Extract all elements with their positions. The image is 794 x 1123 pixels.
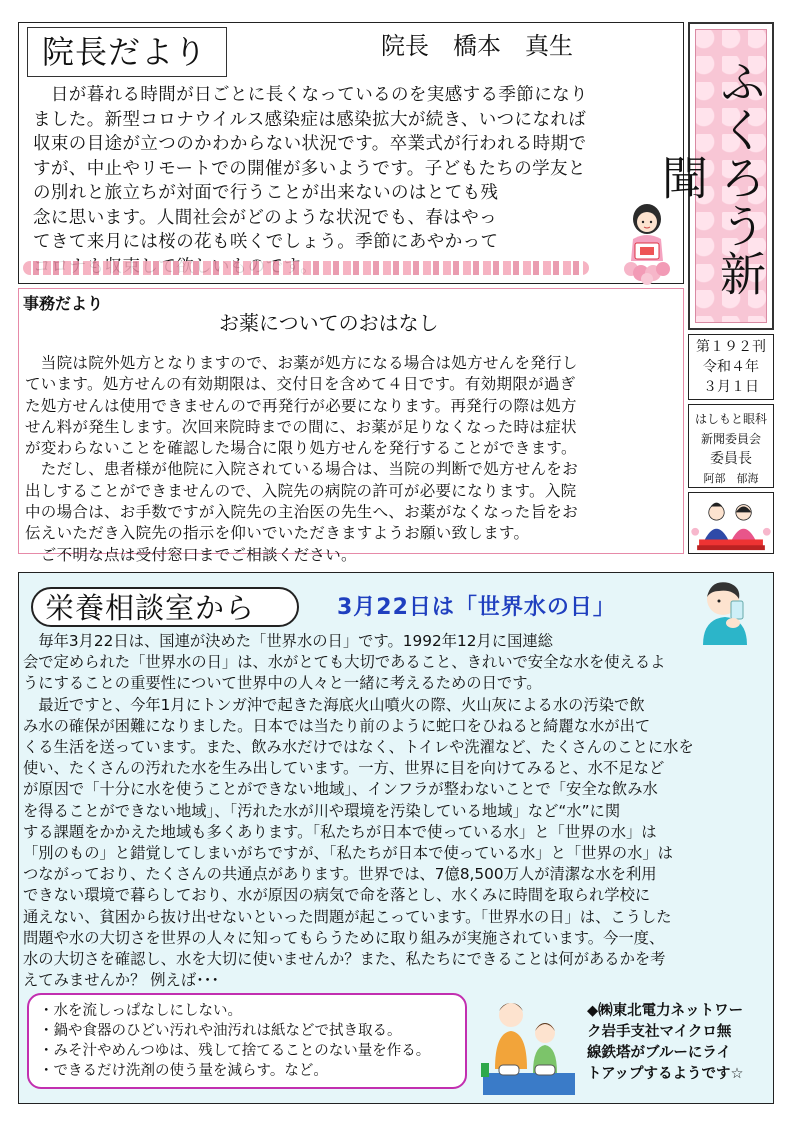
director-title-box bbox=[27, 27, 227, 77]
issue-info bbox=[688, 334, 774, 400]
committee-role: 委員長 bbox=[710, 451, 752, 467]
issue-number: 第１９２刊 bbox=[696, 339, 766, 355]
water-saving-tips bbox=[27, 993, 467, 1089]
issue-date: ３月１日 bbox=[703, 379, 759, 395]
office-label: 事務だより bbox=[23, 294, 104, 313]
nutrition-line: つながっており、たくさんの共通点があります。世界では、7億8,500万人が清潔な水を利用 bbox=[23, 865, 657, 884]
nutrition-line: うにすることの重要性について世界中の人々と一緒に考えるための日です。 bbox=[23, 674, 542, 693]
graduate-girl-illustration bbox=[617, 199, 677, 285]
nutrition-title: 栄養相談室から bbox=[45, 591, 256, 625]
nutrition-line: する課題をかかえた地域も多くあります。「私たちが日本で使っている水」と「世界の水」は bbox=[23, 822, 657, 841]
nutrition-section bbox=[18, 572, 774, 1104]
newspaper-title: ふくろう新聞 bbox=[655, 58, 767, 298]
tip-item: ・水を流しっぱなしにしない。 bbox=[39, 1003, 242, 1019]
issue-era: 令和４年 bbox=[703, 359, 759, 375]
office-line: 中の場合は、お手数ですが入院先の主治医の先生へ、お薬がなくなった旨をお bbox=[25, 503, 579, 522]
nutrition-line: 「別のもの」と錯覚してしまいがちですが、「私たちが日本で使っている水」と「世界の水」は bbox=[23, 844, 673, 863]
nutrition-line: が原因で「十分に水を使うことができない地域」、インフラが整わないことで「安全な飲み水 bbox=[23, 780, 658, 799]
office-line: せん料が発生します。次回来院時までの間に、お薬が足りなくなった時は症状 bbox=[25, 417, 577, 436]
nutrition-subtitle: 3月22日は「世界水の日」 bbox=[337, 595, 616, 620]
committee-name: 阿部 郁海 bbox=[703, 472, 759, 485]
office-line: ています。処方せんの有効期限は、交付日を含めて４日です。有効期限が過ぎ bbox=[25, 375, 576, 394]
nutrition-line: 会で定められた「世界水の日」は、水がとても大切であること、きれいで安全な水を使えるよ bbox=[23, 653, 666, 672]
note-line: ◆㈱東北電力ネットワー bbox=[587, 1003, 744, 1019]
tip-item: ・鍋や食器のひどい汚れや油汚れは紙などで拭き取る。 bbox=[39, 1023, 402, 1039]
hina-dolls-box bbox=[688, 492, 774, 554]
tower-lightup-note bbox=[587, 1001, 773, 1085]
director-line: 念に思います。人間社会がどのような状況でも、春はやっ bbox=[33, 207, 497, 228]
note-line: 線鉄塔がブルーにライ bbox=[587, 1045, 731, 1061]
director-line: ました。新型コロナウイルス感染症は感染拡大が続き、いつになれば bbox=[33, 109, 587, 130]
office-heading: お薬についてのおはなし bbox=[219, 311, 439, 335]
nutrition-body bbox=[23, 631, 775, 991]
nutrition-line: えてみませんか？ 例えば･･･ bbox=[23, 971, 220, 990]
nutrition-line: 毎年3月22日は、国連が決めた「世界水の日」です。1992年12月に国連総 bbox=[23, 632, 553, 650]
nutrition-line: できない環境で暮らしており、水が原因の病気で命を落とし、水くみに時間を取られ学校に bbox=[23, 886, 651, 905]
director-line: てきて来月には桜の花も咲くでしょう。季節にあやかって bbox=[33, 232, 499, 252]
director-body bbox=[33, 83, 695, 279]
tip-item: ・みそ汁やめんつゆは、残して捨てることのない量を作る。 bbox=[39, 1043, 431, 1059]
director-line: すが、中止やリモートでの開催が多いようです。子どもたちの学友と bbox=[33, 158, 586, 179]
committee-group: 新聞委員会 bbox=[700, 432, 761, 446]
hina-dolls-illustration bbox=[689, 493, 773, 553]
committee-org: はしもと眼科 bbox=[694, 412, 767, 426]
office-line: ただし、患者様が他院に入院されている場合は、当院の判断で処方せんをお bbox=[25, 460, 579, 479]
office-line: た処方せんは使用できませんので再発行が必要になります。再発行の際は処方 bbox=[25, 396, 577, 415]
office-line: 当院は院外処方となりますので、お薬が処方になる場合は処方せんを発行し bbox=[25, 354, 578, 372]
office-line: ご不明な点は受付窓口までご相談ください。 bbox=[25, 545, 357, 564]
director-line: の別れと旅立ちが対面で行うことが出来ないのはとても残 bbox=[33, 183, 499, 203]
tip-item: ・できるだけ洗剤の使う量を減らす。など。 bbox=[39, 1063, 328, 1079]
note-line: ク岩手支社マイクロ無 bbox=[587, 1024, 732, 1040]
dishwashing-family-illustration bbox=[479, 993, 579, 1103]
director-title: 院長だより bbox=[42, 33, 208, 71]
director-line: 収束の目途が立つのかわからない状況です。卒業式が行われる時期で bbox=[33, 134, 587, 154]
note-line: トアップするようです☆ bbox=[587, 1066, 744, 1082]
nutrition-line: 通えない、貧困から抜け出せないといった問題が起こっています。「世界水の日」は、こうした bbox=[23, 907, 672, 926]
nutrition-line: 問題や水の大切さを世界の人々に知ってもらうために取り組みが実施されています。今一度、 bbox=[23, 928, 665, 947]
cherry-blossom-border bbox=[23, 261, 589, 275]
office-line: が変わらないことを確認した場合に限り処方せんを発行することができます。 bbox=[25, 439, 577, 458]
committee-info bbox=[688, 404, 774, 488]
nutrition-line: くる生活を送っています。また、飲み水だけではなく、トイレや洗濯など、たくさんのことに水を bbox=[23, 738, 694, 757]
office-section bbox=[18, 288, 684, 564]
nutrition-line: を得ることができない地域」、「汚れた水が川や環境を汚染している地域」など“水”に関 bbox=[23, 801, 621, 820]
director-author: 院長 橋本 真生 bbox=[381, 32, 573, 60]
office-body bbox=[25, 353, 685, 566]
nutrition-line: 最近ですと、今年1月にトンガ沖で起きた海底火山噴火の際、火山灰による水の汚染で飲 bbox=[23, 695, 645, 714]
nutrition-title-pill bbox=[31, 587, 299, 627]
masthead bbox=[655, 22, 774, 330]
nutrition-line: 使い、たくさんの汚れた水を生み出しています。一方、世界に目を向けてみると、水不足など bbox=[23, 759, 665, 778]
office-line: 伝えいただき入院先の指示を仰いでいただきますようお願い致します。 bbox=[25, 524, 530, 543]
director-line: 日が暮れる時間が日ごとに長くなっているのを実感する季節になり bbox=[33, 85, 588, 105]
nutrition-line: み水の確保が困難になりました。日本では当たり前のように蛇口をひねると綺麗な水が出て bbox=[23, 716, 651, 735]
office-line: 出しすることができませんので、入院先の病院の許可が必要になります。入院 bbox=[25, 481, 577, 500]
nutrition-line: 水の大切さを確認し、水を大切に使いませんか？また、私たちにできることは何があるかを考 bbox=[23, 950, 666, 969]
director-section bbox=[18, 22, 684, 284]
